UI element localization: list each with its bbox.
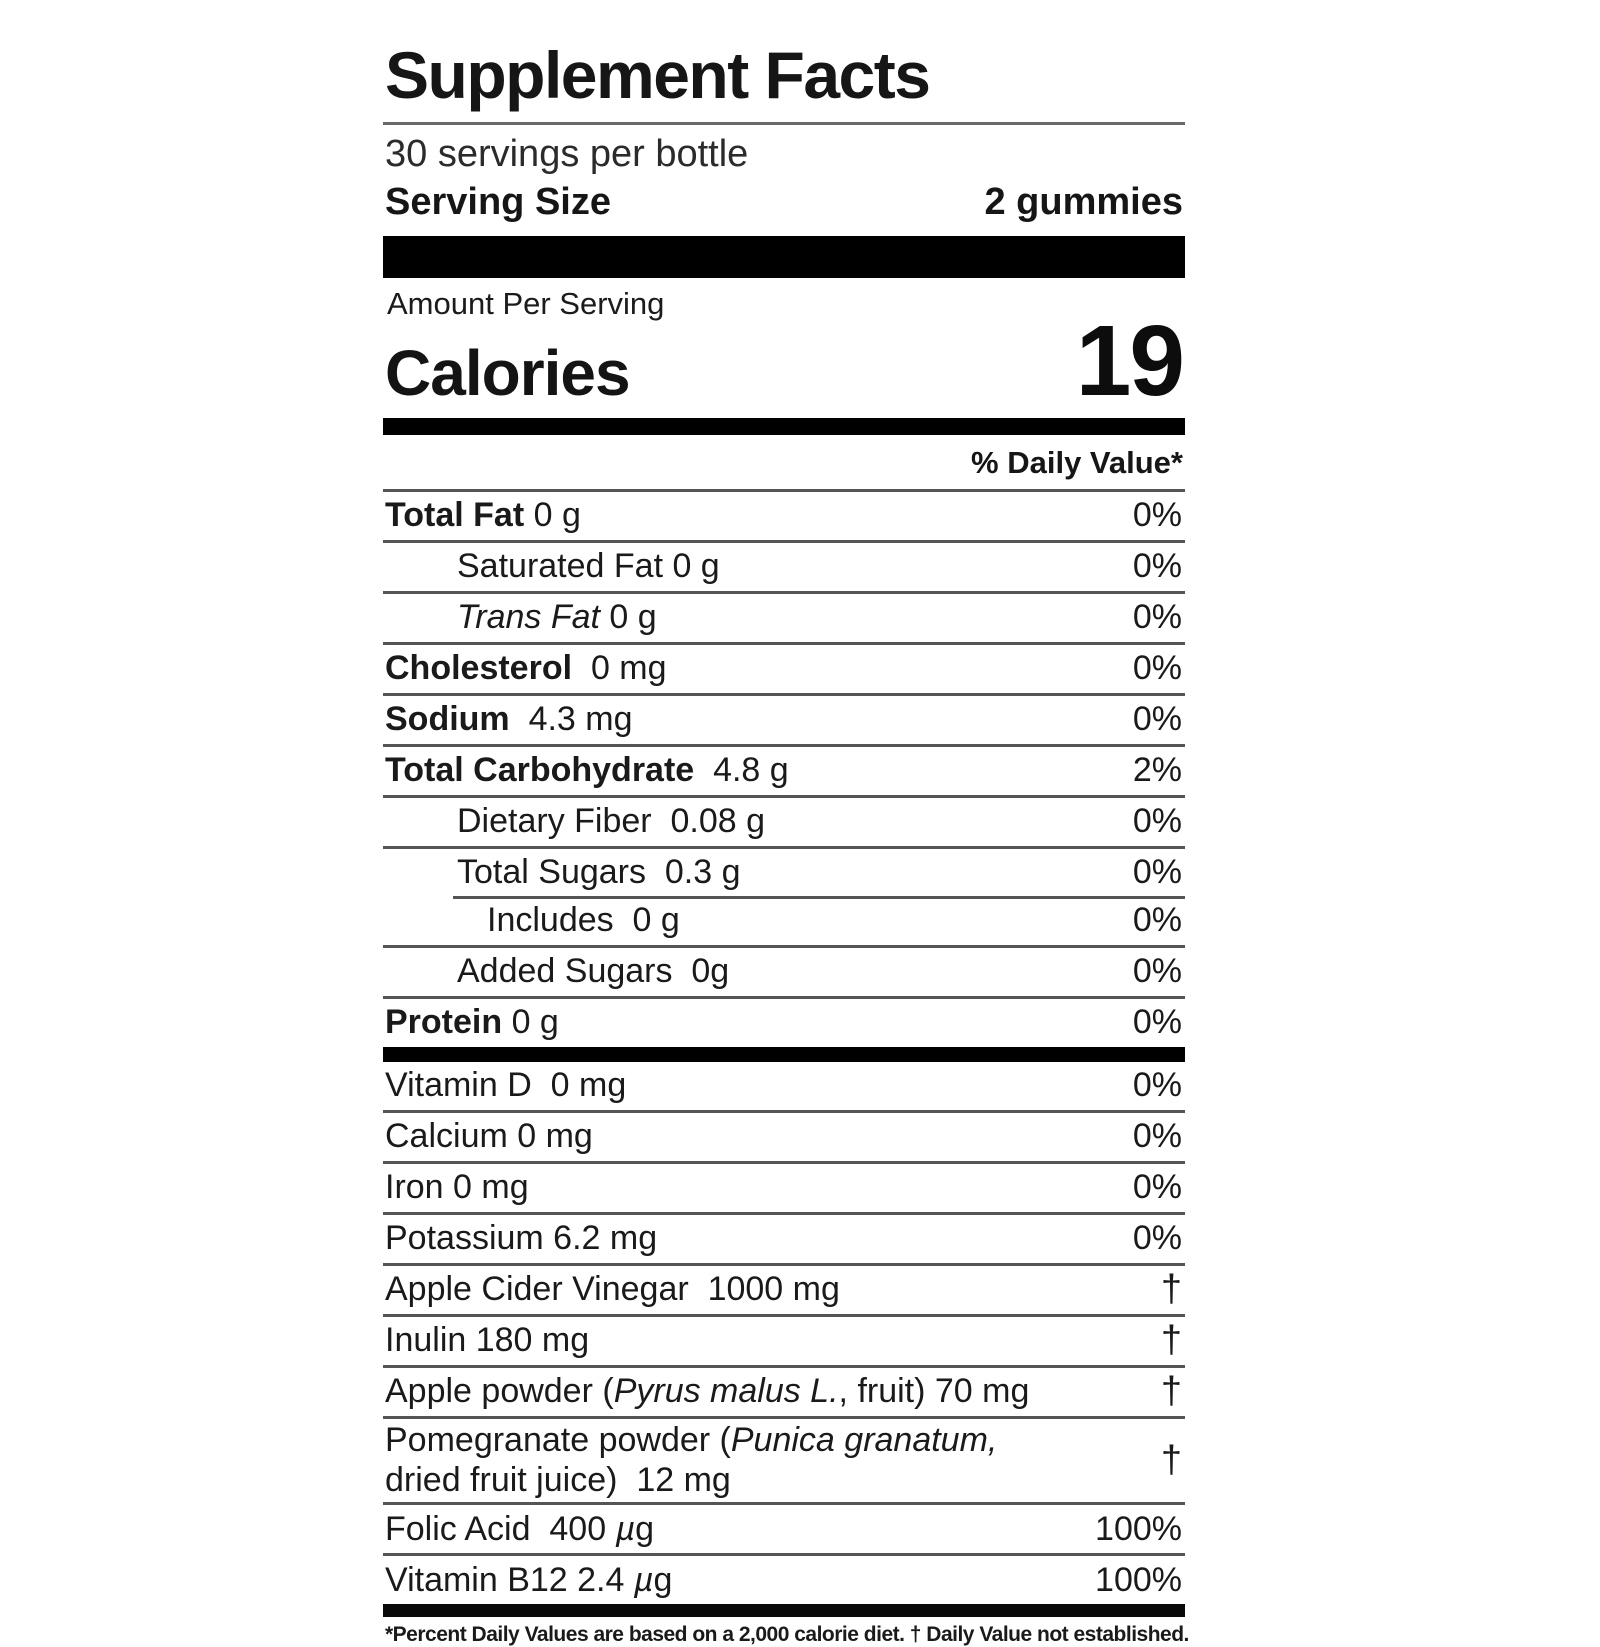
nutrient-name-part: 0 mg bbox=[572, 649, 667, 688]
serving-size-row bbox=[383, 177, 1185, 236]
nutrient-name-part: Total Sugars 0.3 g bbox=[457, 853, 741, 892]
supplement-name-part: , fruit) 70 mg bbox=[838, 1372, 1030, 1411]
nutrient-row bbox=[383, 693, 1185, 744]
supplement-name-part: g bbox=[653, 1560, 673, 1599]
supplement-daily-value: 100% bbox=[1095, 1509, 1182, 1548]
supplement-row bbox=[383, 1502, 1185, 1553]
nutrient-rows-section bbox=[383, 489, 1185, 1047]
nutrient-daily-value: 0% bbox=[1132, 547, 1182, 586]
nutrient-name-part: Saturated Fat 0 g bbox=[457, 547, 720, 586]
calories-row bbox=[383, 304, 1185, 417]
medium-black-bar bbox=[383, 418, 1185, 435]
supplement-name-part: Pomegranate powder ( bbox=[385, 1420, 731, 1459]
supplement-name-part: Calcium 0 mg bbox=[385, 1117, 593, 1156]
calories-label: Calories bbox=[385, 336, 630, 409]
supplement-daily-value: 0% bbox=[1132, 1066, 1182, 1105]
nutrient-daily-value: 0% bbox=[1132, 853, 1182, 892]
supplement-name-part: Vitamin B12 2.4 bbox=[385, 1560, 634, 1599]
nutrient-row bbox=[383, 897, 1185, 945]
supplement-name-part: Folic Acid 400 bbox=[385, 1509, 616, 1548]
nutrient-daily-value: 0% bbox=[1132, 496, 1182, 535]
supplement-name bbox=[383, 1065, 626, 1106]
nutrient-name-part: Sodium bbox=[385, 700, 510, 739]
nutrient-daily-value: 2% bbox=[1132, 751, 1182, 790]
supplement-row bbox=[383, 1110, 1185, 1161]
supplement-name bbox=[383, 1371, 1029, 1412]
nutrient-name-part: Total Fat bbox=[385, 496, 525, 535]
indented-separator-line bbox=[453, 896, 1185, 899]
daily-value-header: % Daily Value* bbox=[971, 444, 1183, 480]
supplement-row bbox=[383, 1263, 1185, 1314]
nutrient-name-part: Added Sugars 0g bbox=[457, 952, 730, 991]
nutrient-name-part: Protein bbox=[385, 1003, 503, 1042]
nutrient-row bbox=[383, 795, 1185, 846]
supplement-name-part: dried fruit juice) 12 mg bbox=[385, 1461, 731, 1500]
supplement-name-part: g bbox=[635, 1509, 655, 1548]
supplement-daily-value: † bbox=[1160, 1438, 1182, 1481]
supplement-name-part: Iron 0 mg bbox=[385, 1168, 529, 1207]
supplement-row bbox=[383, 1416, 1185, 1503]
supplement-row bbox=[383, 1161, 1185, 1212]
section-divider-bar bbox=[383, 1047, 1185, 1062]
supplement-name bbox=[383, 1320, 589, 1361]
supplement-daily-value: † bbox=[1160, 1319, 1182, 1362]
supplement-name-part: Punica granatum, bbox=[730, 1420, 998, 1459]
nutrient-name bbox=[383, 495, 581, 536]
supplement-row bbox=[383, 1062, 1185, 1110]
supplement-name bbox=[383, 1218, 657, 1259]
supplement-name bbox=[383, 1116, 593, 1157]
serving-size-label: Serving Size bbox=[385, 180, 611, 223]
nutrient-row bbox=[383, 744, 1185, 795]
nutrient-daily-value: 0% bbox=[1132, 901, 1182, 940]
nutrient-row bbox=[383, 591, 1185, 642]
nutrient-row bbox=[383, 540, 1185, 591]
nutrient-daily-value: 0% bbox=[1132, 598, 1182, 637]
nutrient-row bbox=[383, 642, 1185, 693]
supplement-daily-value: † bbox=[1160, 1268, 1182, 1311]
supplement-row bbox=[383, 1314, 1185, 1365]
nutrient-row bbox=[383, 945, 1185, 996]
supplement-name bbox=[383, 1167, 529, 1208]
supplement-daily-value: 0% bbox=[1132, 1219, 1182, 1258]
supplement-name bbox=[383, 1420, 997, 1502]
nutrient-name-part: Total Carbohydrate bbox=[385, 751, 695, 790]
footnote-text: *Percent Daily Values are based on a 2,000 calorie diet. † Daily Value not established. bbox=[385, 1623, 1189, 1647]
nutrient-name-part: Includes 0 g bbox=[487, 901, 680, 940]
supplement-daily-value: 0% bbox=[1132, 1168, 1182, 1207]
supplement-name-part: µ bbox=[633, 1560, 654, 1599]
nutrient-row bbox=[383, 489, 1185, 540]
nutrient-name bbox=[383, 750, 789, 791]
nutrient-daily-value: 0% bbox=[1132, 700, 1182, 739]
nutrient-name bbox=[383, 597, 657, 638]
nutrient-daily-value: 0% bbox=[1132, 649, 1182, 688]
supplement-name-part: Vitamin D 0 mg bbox=[385, 1066, 627, 1105]
nutrient-name bbox=[383, 648, 667, 689]
nutrient-name bbox=[383, 852, 741, 893]
nutrient-daily-value: 0% bbox=[1132, 952, 1182, 991]
nutrient-name-part: Dietary Fiber 0.08 g bbox=[457, 802, 766, 841]
nutrient-name bbox=[383, 951, 729, 992]
nutrient-name-part: Trans Fat bbox=[457, 598, 600, 637]
nutrient-name-part: Cholesterol bbox=[385, 649, 573, 688]
servings-per-bottle: 30 servings per bottle bbox=[385, 133, 749, 175]
nutrient-name-part: 0 g bbox=[502, 1003, 559, 1042]
nutrient-row bbox=[383, 996, 1185, 1047]
supplement-name bbox=[383, 1509, 654, 1550]
nutrient-name bbox=[383, 900, 680, 941]
amount-per-serving-label: Amount Per Serving bbox=[387, 285, 665, 321]
supplement-rows-section bbox=[383, 1062, 1185, 1605]
bottom-black-bar bbox=[383, 1604, 1185, 1617]
calories-value: 19 bbox=[1075, 304, 1183, 417]
supplement-name-part: Pyrus malus L. bbox=[613, 1372, 839, 1411]
supplement-row bbox=[383, 1212, 1185, 1263]
nutrient-name-part: 0 g bbox=[524, 496, 581, 535]
serving-size-value: 2 gummies bbox=[984, 180, 1183, 223]
nutrient-name-part: 4.3 mg bbox=[509, 700, 633, 739]
supplement-daily-value: 0% bbox=[1132, 1117, 1182, 1156]
supplement-name-part: µ bbox=[615, 1509, 636, 1548]
supplement-daily-value: † bbox=[1160, 1370, 1182, 1413]
nutrient-name bbox=[383, 1002, 559, 1043]
supplement-name-part: Apple powder ( bbox=[385, 1372, 614, 1411]
nutrient-name-part: 4.8 g bbox=[694, 751, 789, 790]
supplement-daily-value: 100% bbox=[1095, 1560, 1182, 1599]
supplement-name-part: Potassium 6.2 mg bbox=[385, 1219, 658, 1258]
thick-black-bar bbox=[383, 236, 1185, 278]
nutrient-name-part: 0 g bbox=[599, 598, 657, 637]
nutrient-name bbox=[383, 546, 720, 587]
nutrient-row bbox=[383, 846, 1185, 897]
supplement-facts-panel bbox=[383, 36, 1189, 1647]
supplement-row bbox=[383, 1365, 1185, 1416]
nutrient-daily-value: 0% bbox=[1132, 802, 1182, 841]
nutrient-name bbox=[383, 801, 765, 842]
supplement-name bbox=[383, 1269, 840, 1310]
supplement-name bbox=[383, 1560, 672, 1601]
supplement-name-part: Apple Cider Vinegar 1000 mg bbox=[385, 1270, 840, 1309]
nutrient-name bbox=[383, 699, 633, 740]
nutrient-daily-value: 0% bbox=[1132, 1003, 1182, 1042]
supplement-row bbox=[383, 1553, 1185, 1604]
supplement-name-part: Inulin 180 mg bbox=[385, 1321, 590, 1360]
panel-title: Supplement Facts bbox=[385, 38, 930, 112]
